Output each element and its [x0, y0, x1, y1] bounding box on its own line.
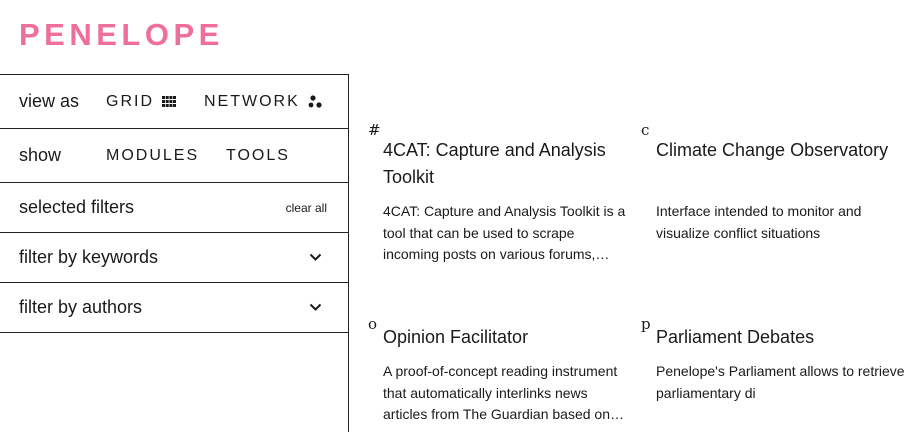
show-tools-button[interactable]: TOOLS — [226, 146, 290, 164]
card-title[interactable]: Climate Change Observatory — [656, 140, 889, 160]
network-icon — [308, 95, 322, 108]
card-index-letter: c — [641, 121, 650, 139]
grid-label: GRID — [106, 92, 154, 110]
header — [0, 0, 767, 75]
site-logo[interactable]: PENELOPE — [19, 17, 224, 52]
view-as-row — [0, 75, 348, 129]
show-row — [0, 129, 348, 183]
chevron-down-icon — [309, 252, 322, 262]
selected-filters-row — [0, 183, 348, 233]
show-modules-button[interactable]: MODULES — [106, 146, 200, 164]
view-grid-button[interactable] — [106, 93, 176, 111]
grid-icon — [162, 96, 176, 107]
card-index-letter: o — [368, 315, 378, 333]
card-index-letter: # — [368, 121, 381, 139]
selected-filters-label: selected filters — [19, 197, 135, 217]
card-description: Penelope's Parliament allows to retrieve parliamentary di — [656, 363, 905, 401]
filter-keywords-dropdown[interactable] — [0, 233, 348, 283]
card-description: Interface intended to monitor and visualize conflict situations — [656, 203, 862, 241]
filter-sidebar — [0, 74, 349, 432]
view-as-label: view as — [19, 91, 80, 111]
view-network-button[interactable] — [204, 93, 322, 111]
chevron-down-icon — [309, 302, 322, 312]
card-index-letter: p — [641, 315, 651, 333]
network-label: NETWORK — [204, 92, 300, 110]
results-grid — [350, 75, 905, 432]
filter-authors-label: filter by authors — [19, 297, 143, 317]
filter-keywords-label: filter by keywords — [19, 247, 159, 267]
card-title[interactable]: Parliament Debates — [656, 327, 815, 347]
show-label: show — [19, 145, 62, 165]
card-title[interactable]: 4CAT: Capture and Analysis Toolkit — [383, 140, 606, 187]
filter-authors-dropdown[interactable] — [0, 283, 348, 333]
card-description: A proof-of-concept reading instrument that automatically interlinks news articles from The Guardian based on… — [383, 363, 624, 422]
card-description: 4CAT: Capture and Analysis Toolkit is a tool that can be used to scrape incoming posts on various forums,… — [383, 203, 626, 262]
clear-all-link[interactable]: clear all — [285, 200, 327, 215]
card-title[interactable]: Opinion Facilitator — [383, 327, 529, 347]
